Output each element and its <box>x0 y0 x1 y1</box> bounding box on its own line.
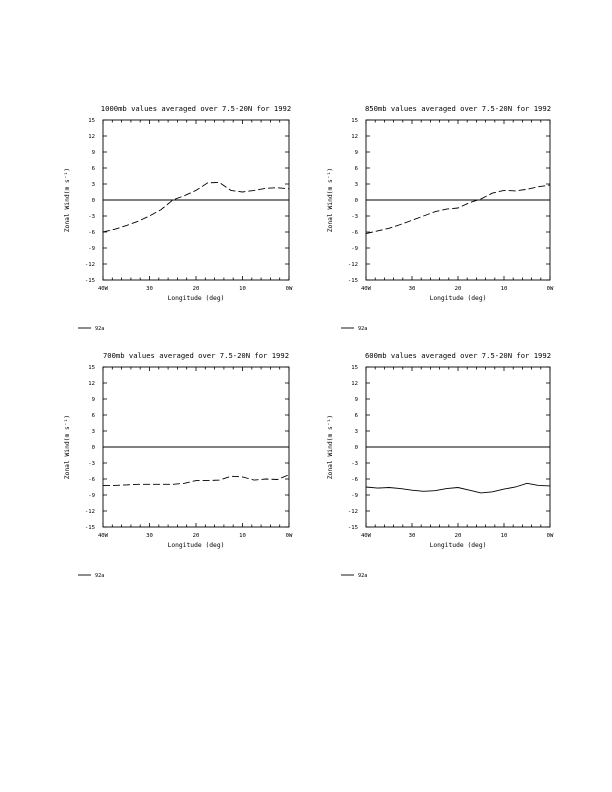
x-tick-label: 40W <box>360 533 372 539</box>
y-tick-label: 12 <box>351 381 358 387</box>
y-tick-label: -3 <box>351 214 358 220</box>
y-axis-label: Zonal Wind(m s⁻¹) <box>64 414 71 480</box>
x-tick-label: 10 <box>239 533 246 539</box>
x-tick-label: 10 <box>500 286 508 292</box>
y-tick-label: -3 <box>88 214 95 220</box>
x-tick-label: 40W <box>97 286 109 292</box>
y-tick-label: 3 <box>91 429 95 435</box>
y-tick-label: -3 <box>351 461 358 467</box>
y-tick-label: -12 <box>347 509 358 515</box>
y-tick-label: 3 <box>354 429 358 435</box>
y-tick-label: 9 <box>91 150 95 156</box>
x-tick-label: 10 <box>239 286 246 292</box>
chart-panel-4 <box>327 351 554 579</box>
series-line-92a <box>366 185 550 234</box>
x-tick-label: 30 <box>146 286 153 292</box>
x-tick-label: 20 <box>192 286 200 292</box>
y-tick-label: 0 <box>91 198 95 204</box>
x-tick-label: 0W <box>285 286 293 292</box>
y-tick-label: -9 <box>351 246 358 252</box>
y-tick-label: 12 <box>88 381 95 387</box>
y-tick-label: -3 <box>88 461 95 467</box>
y-tick-label: 15 <box>351 118 358 124</box>
y-tick-label: 6 <box>354 413 358 419</box>
y-tick-label: -6 <box>351 477 358 483</box>
x-tick-label: 0W <box>546 533 554 539</box>
y-tick-label: 3 <box>91 182 95 188</box>
y-tick-label: -9 <box>351 493 358 499</box>
x-tick-label: 30 <box>408 286 416 292</box>
series-line-92a <box>103 182 289 232</box>
y-tick-label: -12 <box>84 262 95 268</box>
y-tick-label: 9 <box>354 397 358 403</box>
y-tick-label: -6 <box>88 477 95 483</box>
y-tick-label: -12 <box>84 509 95 515</box>
y-tick-label: 0 <box>354 198 358 204</box>
x-tick-label: 30 <box>146 533 153 539</box>
legend-label: 92a <box>95 326 105 332</box>
x-tick-label: 10 <box>500 533 508 539</box>
y-axis-label: Zonal Wind(m s⁻¹) <box>64 167 71 233</box>
y-tick-label: 9 <box>91 397 95 403</box>
x-tick-label: 0W <box>285 533 293 539</box>
chart-title: 1000mb values averaged over 7.5-20N for 1992 <box>100 104 292 113</box>
y-tick-label: -15 <box>347 278 358 284</box>
legend-label: 92a <box>95 573 105 579</box>
x-tick-label: 30 <box>408 533 416 539</box>
y-tick-label: -15 <box>84 278 95 284</box>
y-tick-label: 0 <box>354 445 358 451</box>
x-tick-label: 20 <box>192 533 200 539</box>
y-tick-label: 12 <box>351 134 358 140</box>
series-line-92a <box>366 483 550 493</box>
x-tick-label: 0W <box>546 286 554 292</box>
y-tick-label: 0 <box>91 445 95 451</box>
y-axis-label: Zonal Wind(m s⁻¹) <box>327 414 334 480</box>
y-tick-label: 9 <box>354 150 358 156</box>
y-tick-label: -15 <box>347 525 358 531</box>
y-axis-label: Zonal Wind(m s⁻¹) <box>327 167 334 233</box>
y-tick-label: -6 <box>351 230 358 236</box>
y-tick-label: -9 <box>88 493 95 499</box>
legend-label: 92a <box>358 573 368 579</box>
legend-label: 92a <box>358 326 368 332</box>
y-tick-label: 6 <box>91 413 95 419</box>
y-tick-label: -12 <box>347 262 358 268</box>
chart-title: 700mb values averaged over 7.5-20N for 1992 <box>102 351 290 360</box>
x-tick-label: 40W <box>97 533 109 539</box>
x-tick-label: 20 <box>454 286 462 292</box>
y-tick-label: -9 <box>88 246 95 252</box>
y-tick-label: 6 <box>91 166 95 172</box>
x-axis-label: Longitude (deg) <box>167 295 225 302</box>
x-axis-label: Longitude (deg) <box>167 542 225 549</box>
y-tick-label: 3 <box>354 182 358 188</box>
y-tick-label: 15 <box>88 118 95 124</box>
x-axis-label: Longitude (deg) <box>429 295 487 302</box>
y-tick-label: 6 <box>354 166 358 172</box>
chart-title: 600mb values averaged over 7.5-20N for 1992 <box>364 351 552 360</box>
y-tick-label: 15 <box>88 365 95 371</box>
chart-panel-3 <box>64 351 293 579</box>
series-line-92a <box>103 475 289 486</box>
chart-panel-2 <box>327 104 554 332</box>
y-tick-label: -6 <box>88 230 95 236</box>
chart-title: 850mb values averaged over 7.5-20N for 1992 <box>364 104 552 113</box>
y-tick-label: 12 <box>88 134 95 140</box>
y-tick-label: -15 <box>84 525 95 531</box>
x-axis-label: Longitude (deg) <box>429 542 487 549</box>
x-tick-label: 40W <box>360 286 372 292</box>
y-tick-label: 15 <box>351 365 358 371</box>
x-tick-label: 20 <box>454 533 462 539</box>
chart-panel-1 <box>64 104 293 332</box>
